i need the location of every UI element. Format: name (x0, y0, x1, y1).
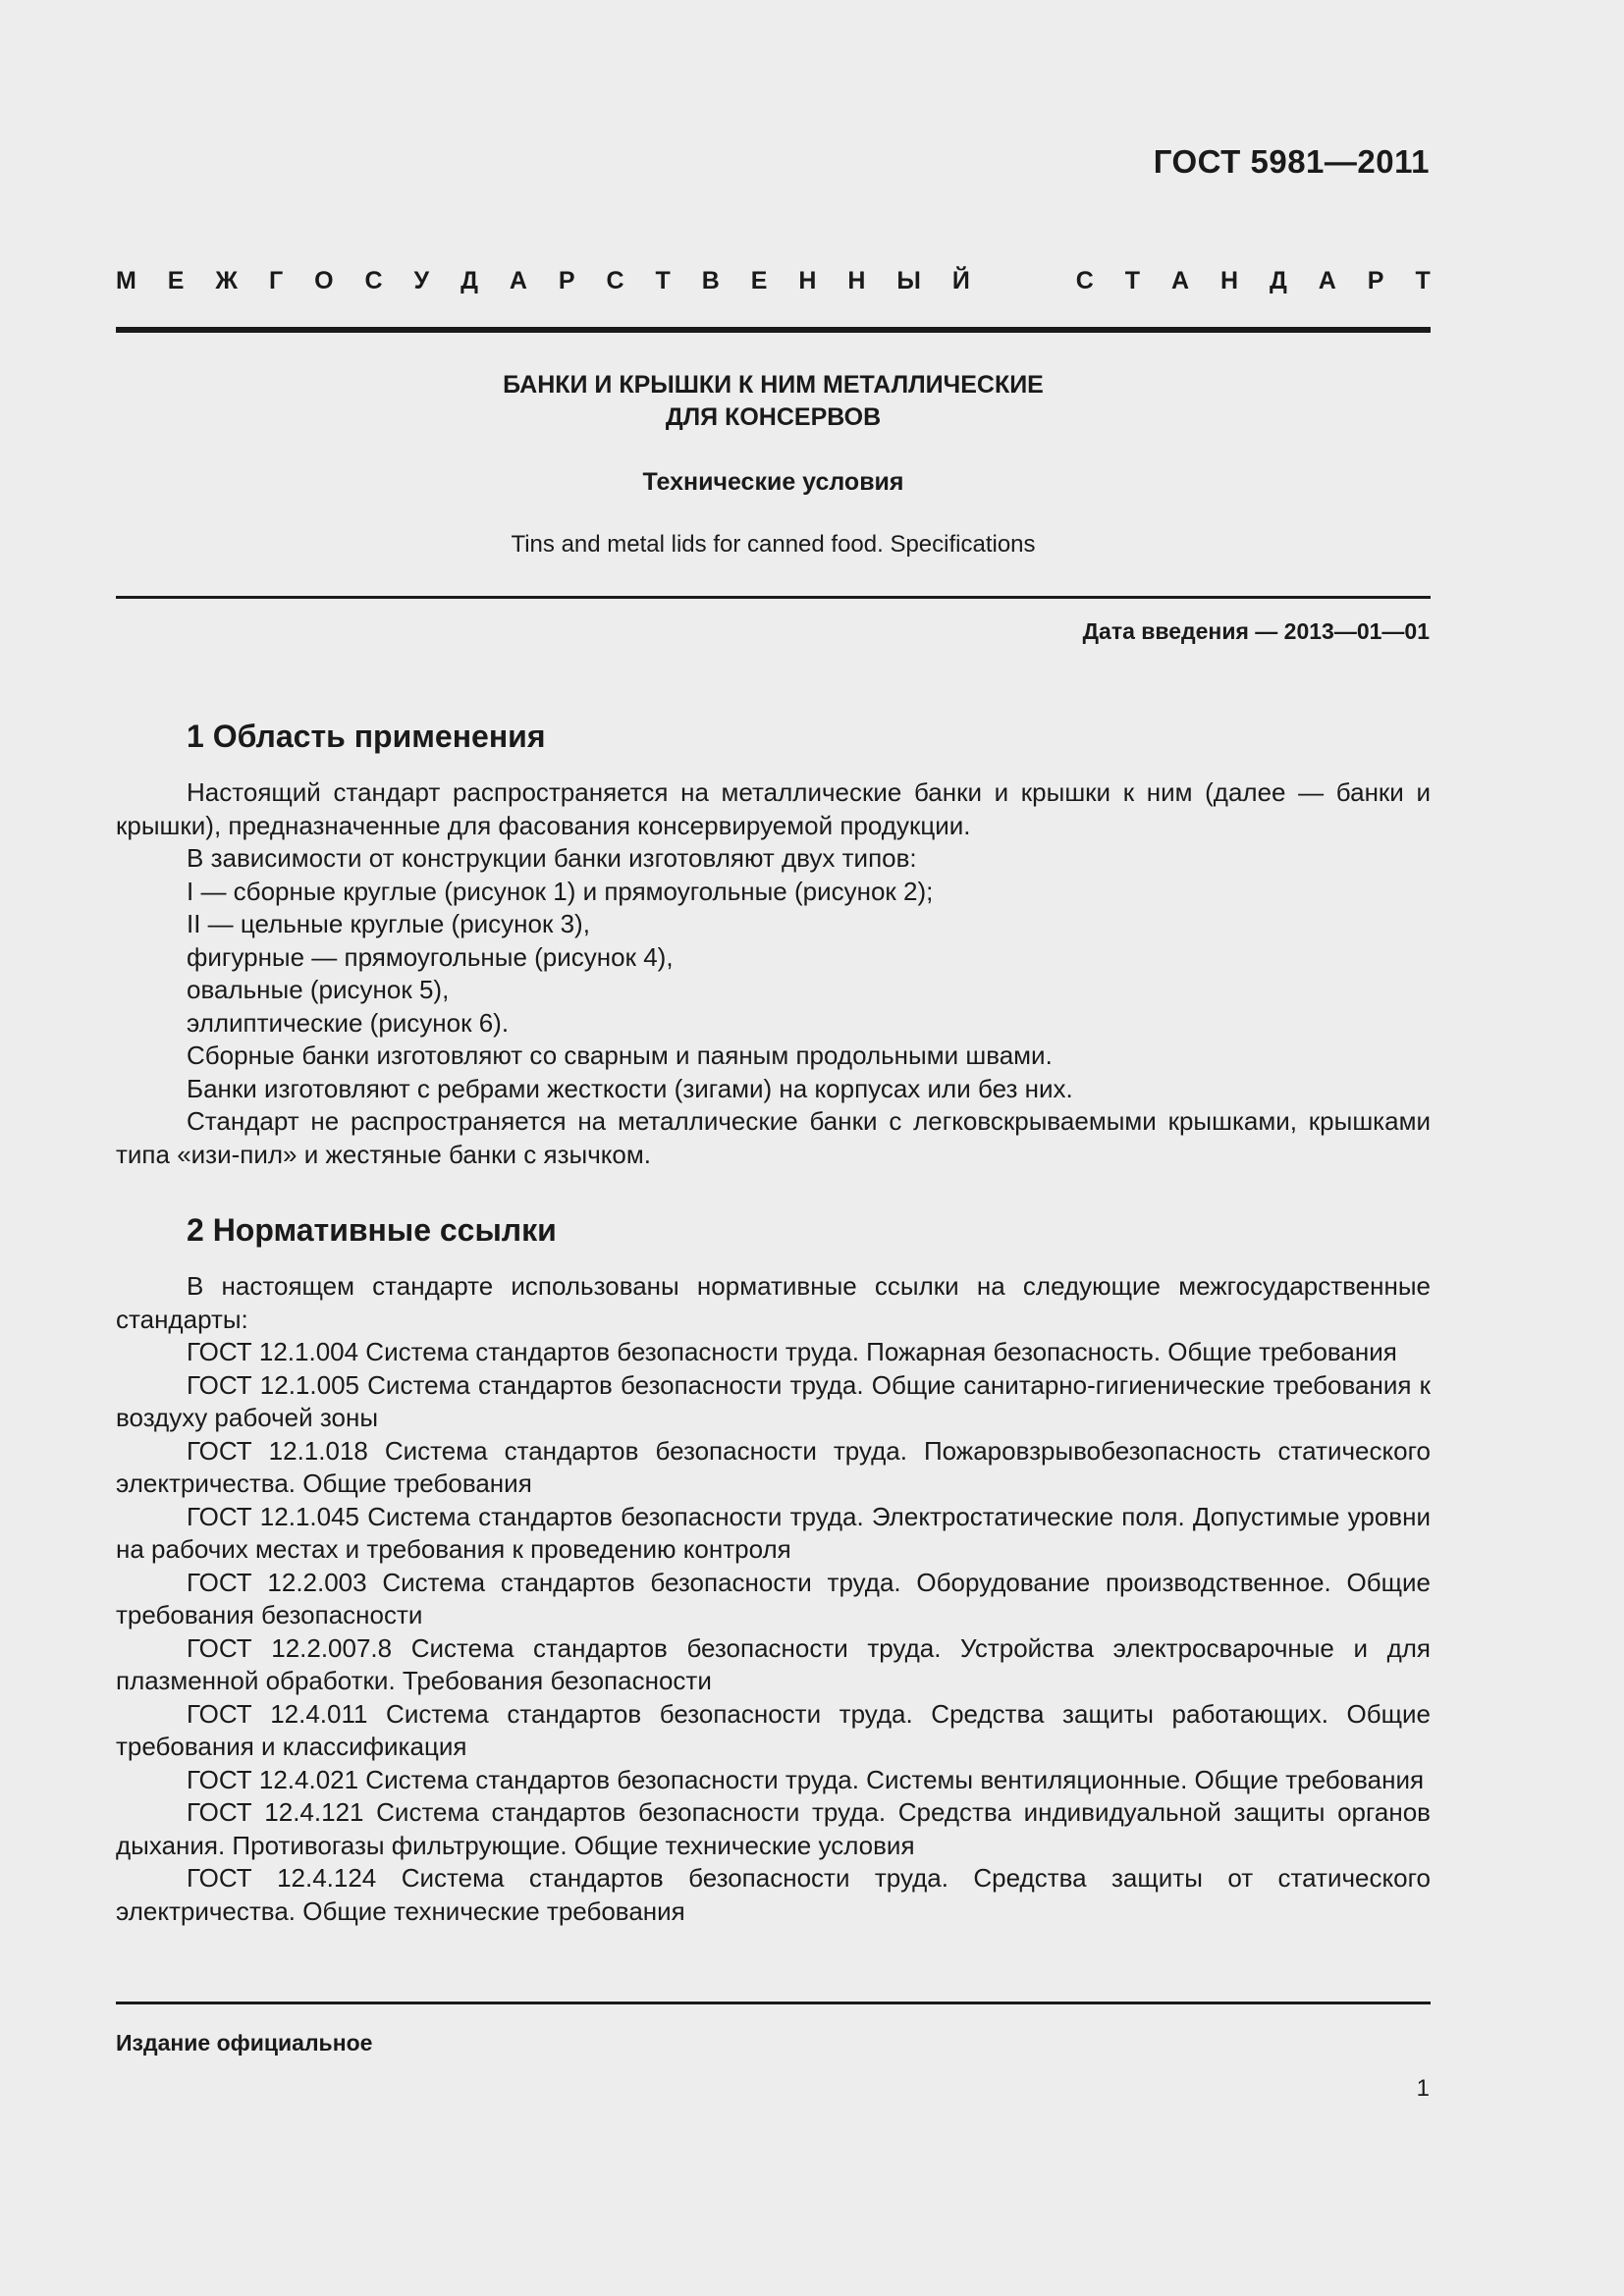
section-heading: 1 Область применения (187, 719, 546, 754)
title-line-2: ДЛЯ КОНСЕРВОВ (665, 403, 882, 431)
banner-letter: Т (655, 267, 671, 294)
banner-letter: Р (558, 267, 575, 294)
title-rule (116, 596, 1431, 599)
reference-item: ГОСТ 12.1.018 Система стандартов безопасности труда. Пожаровзрывобезопасность статического электричества. Общие требования (116, 1435, 1431, 1498)
banner-letter: Ы (896, 267, 921, 294)
reference-item: ГОСТ 12.2.003 Система стандартов безопасности труда. Оборудование производственное. Общие требования безопасности (116, 1567, 1431, 1629)
reference-item: ГОСТ 12.4.011 Система стандартов безопасности труда. Средства защиты работающих. Общие требования и классификация (116, 1698, 1431, 1761)
reference-item: ГОСТ 12.1.045 Система стандартов безопасности труда. Электростатические поля. Допустимые уровни на рабочих местах и требования к проведению контроля (116, 1501, 1431, 1564)
banner-letter: М (116, 267, 136, 294)
word-gap (1001, 267, 1045, 295)
paragraph: I — сборные круглые (рисунок 1) и прямоугольные (рисунок 2); (187, 876, 934, 906)
page-number: 1 (1416, 2075, 1430, 2102)
introduction-date: Дата введения — 2013—01—01 (1082, 618, 1430, 644)
banner-letter: Й (951, 267, 970, 294)
banner-letter: Т (1415, 267, 1431, 294)
paragraph: Стандарт не распространяется на металлические банки с легковскрываемыми крышками, крышками типа «изи-пил» и жестяные банки с язычком. (116, 1106, 1431, 1169)
reference-list (116, 1336, 1431, 1928)
title-line-1: БАНКИ И КРЫШКИ К НИМ МЕТАЛЛИЧЕСКИЕ (503, 371, 1044, 399)
banner-letter: Д (460, 267, 478, 294)
header-rule (116, 327, 1431, 333)
banner-letter: Е (167, 267, 185, 294)
section-heading: 2 Нормативные ссылки (187, 1212, 557, 1248)
paragraph: В зависимости от конструкции банки изготовляют двух типов: (187, 843, 917, 873)
banner-letter: Г (268, 267, 284, 294)
reference-item: ГОСТ 12.4.124 Система стандартов безопасности труда. Средства защиты от статического электричества. Общие технические требования (116, 1863, 1431, 1926)
paragraph: Настоящий стандарт распространяется на металлические банки и крышки к ним (далее — банки и крышки), предназначенные для фасования консервируемой продукции. (116, 777, 1431, 840)
reference-item: ГОСТ 12.4.121 Система стандартов безопасности труда. Средства индивидуальной защиты органов дыхания. Противогазы фильтрующие. Общие технические условия (116, 1797, 1431, 1860)
banner-letter: Ж (215, 267, 239, 294)
banner-letter: А (1170, 267, 1190, 294)
banner-letter: О (314, 267, 334, 294)
reference-item: ГОСТ 12.4.021 Система стандартов безопасности труда. Системы вентиляционные. Общие требования (187, 1764, 1425, 1794)
official-edition-label: Издание официальное (116, 2030, 373, 2056)
reference-item: ГОСТ 12.1.004 Система стандартов безопасности труда. Пожарная безопасность. Общие требования (187, 1337, 1397, 1366)
banner-letter: Д (1270, 267, 1287, 294)
section-body (116, 776, 1431, 1171)
paragraph: Сборные банки изготовляют со сварным и паяным продольными швами. (187, 1041, 1053, 1070)
banner-letter: С (1075, 267, 1094, 294)
paragraph: эллиптические (рисунок 6). (187, 1007, 510, 1038)
section-scope (116, 717, 1431, 1171)
banner-letter: Н (1220, 267, 1239, 294)
banner-letter: А (509, 267, 527, 294)
document-title (116, 369, 1431, 434)
reference-item: ГОСТ 12.2.007.8 Система стандартов безопасности труда. Устройства электросварочные и для плазменной обработки. Требования безопасности (116, 1632, 1431, 1695)
paragraph: II — цельные круглые (рисунок 3), (187, 909, 590, 938)
banner-letter: Т (1124, 267, 1141, 294)
paragraph: фигурные — прямоугольные (рисунок 4), (187, 941, 674, 972)
document-subtitle: Технические условия (642, 468, 904, 496)
banner-letter: А (1318, 267, 1336, 294)
reference-item: ГОСТ 12.1.005 Система стандартов безопасности труда. Общие санитарно-гигиенические требования к воздуху рабочей зоны (116, 1369, 1431, 1432)
banner-letter: Н (798, 267, 817, 294)
english-title: Tins and metal lids for canned food. Specifications (511, 531, 1036, 558)
banner-letter: Е (750, 267, 768, 294)
paragraph: Банки изготовляют с ребрами жесткости (зигами) на корпусах или без них. (187, 1073, 1073, 1103)
banner-letter: У (413, 267, 430, 294)
interstate-standard-banner (116, 267, 1431, 295)
banner-letter: С (606, 267, 624, 294)
banner-letter: Н (847, 267, 866, 294)
paragraph: овальные (рисунок 5), (187, 975, 450, 1004)
document-code: ГОСТ 5981—2011 (1153, 143, 1430, 180)
banner-letter: Р (1367, 267, 1384, 294)
banner-letter: В (701, 267, 720, 294)
footer-rule (116, 2002, 1431, 2004)
section-intro: В настоящем стандарте использованы нормативные ссылки на следующие межгосударственные стандарты: (116, 1271, 1431, 1334)
banner-letter: С (364, 267, 383, 294)
section-normative-references (116, 1210, 1431, 1928)
